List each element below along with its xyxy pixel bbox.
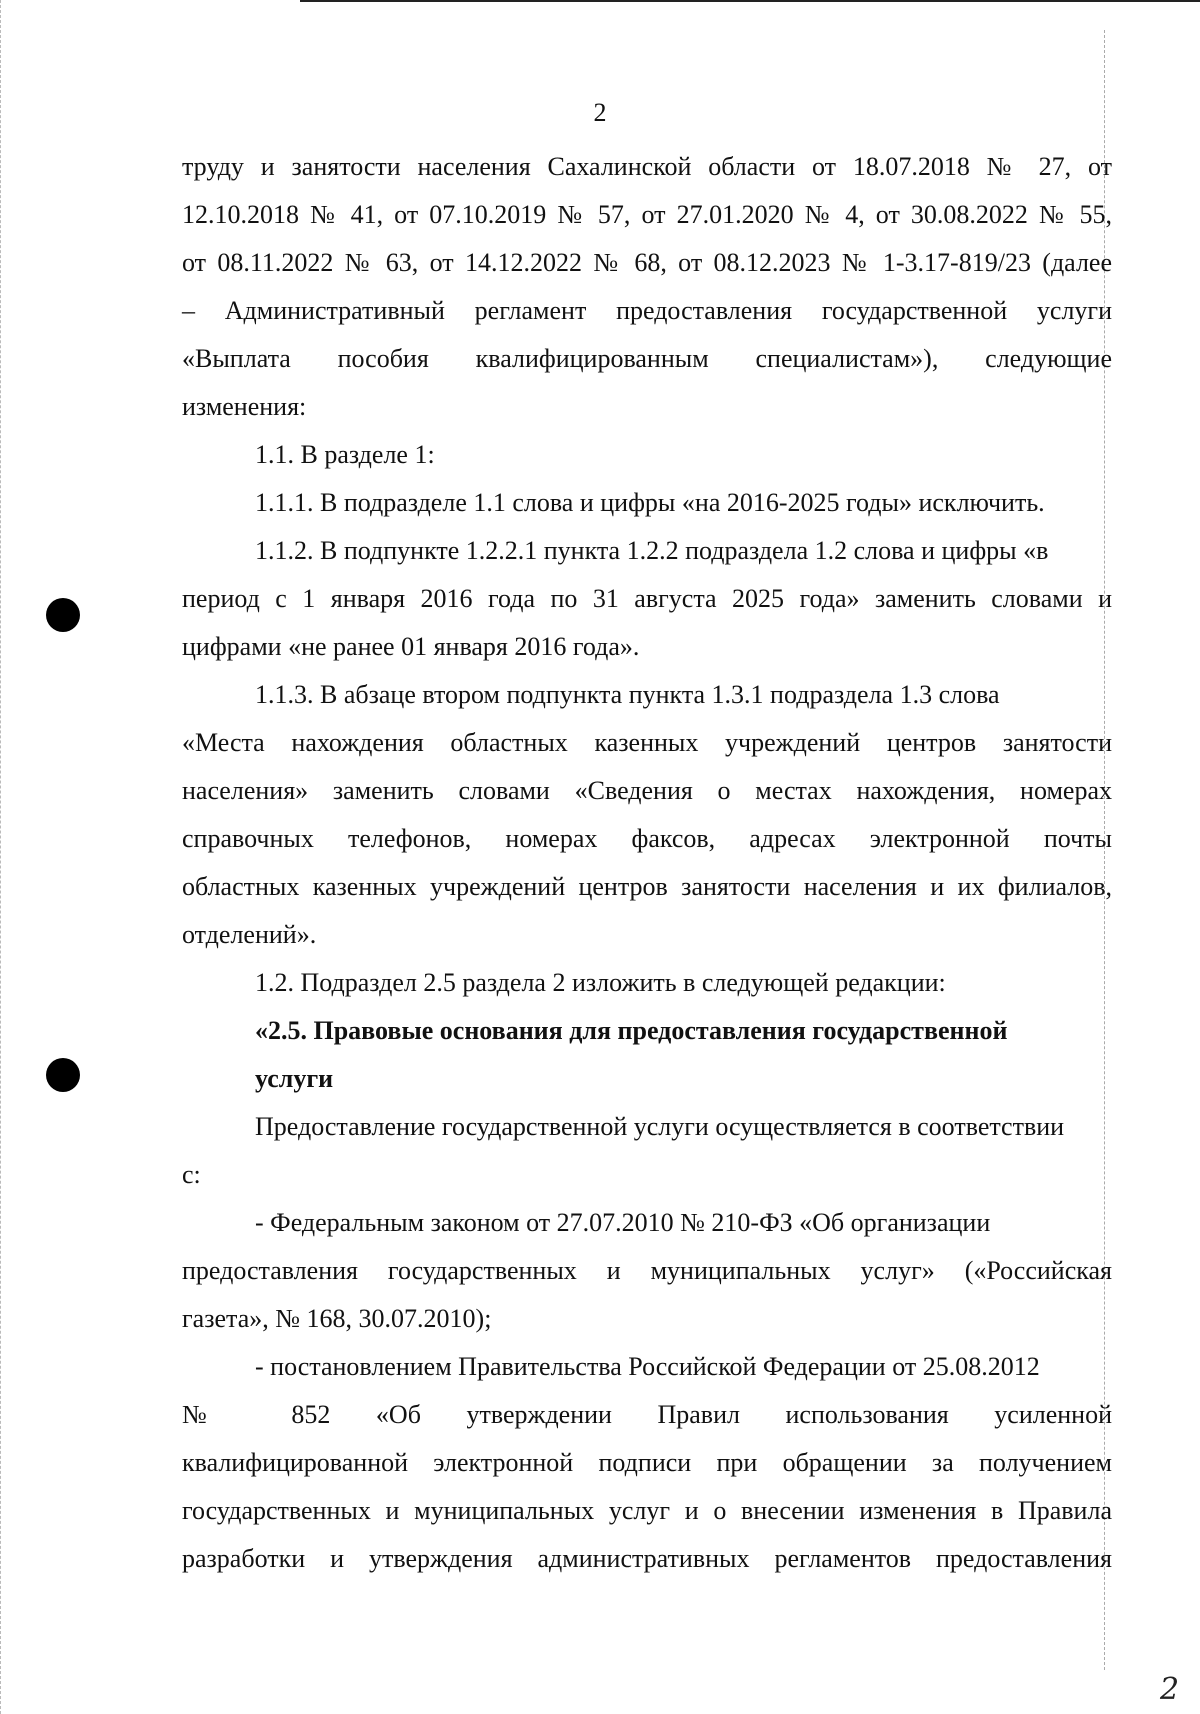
scan-left-edge [0, 0, 2, 1714]
text-line: с: [182, 1160, 201, 1189]
text-line: справочных телефонов, номерах факсов, адресах электронной почты [182, 824, 1112, 853]
text-line: труду и занятости населения Сахалинской области от 18.07.2018 № 27, от [182, 152, 1112, 181]
text-line: 1.1.1. В подразделе 1.1 слова и цифры «на 2016-2025 годы» исключить. [255, 488, 1045, 517]
text-line: областных казенных учреждений центров занятости населения и их филиалов, [182, 872, 1112, 901]
text-line: населения» заменить словами «Сведения о местах нахождения, номерах [182, 776, 1112, 805]
text-line: № 852 «Об утверждении Правил использования усиленной [182, 1400, 1112, 1429]
text-line: «Выплата пособия квалифицированным специалистам»), следующие [182, 344, 1112, 373]
text-line: период с 1 января 2016 года по 31 августа 2025 года» заменить словами и [182, 584, 1112, 613]
text-line: 1.1. В разделе 1: [255, 440, 435, 469]
section-heading-line: «2.5. Правовые основания для предоставления государственной [255, 1016, 1008, 1045]
text-line: 12.10.2018 № 41, от 07.10.2019 № 57, от 27.01.2020 № 4, от 30.08.2022 № 55, [182, 200, 1112, 229]
text-line: – Административный регламент предоставления государственной услуги [182, 296, 1112, 325]
text-line: от 08.11.2022 № 63, от 14.12.2022 № 68, от 08.12.2023 № 1-3.17-819/23 (далее [182, 248, 1112, 277]
page-number: 2 [593, 98, 607, 127]
text-line: предоставления государственных и муниципальных услуг» («Российская [182, 1256, 1112, 1285]
text-line: - постановлением Правительства Российской Федерации от 25.08.2012 [255, 1352, 1040, 1381]
text-line: квалифицированной электронной подписи при обращении за получением [182, 1448, 1112, 1477]
punch-hole-upper [46, 598, 80, 632]
punch-hole-lower [46, 1058, 80, 1092]
text-line: государственных и муниципальных услуг и о внесении изменения в Правила [182, 1496, 1112, 1525]
text-line: 1.2. Подраздел 2.5 раздела 2 изложить в следующей редакции: [255, 968, 946, 997]
text-line: - Федеральным законом от 27.07.2010 № 210-ФЗ «Об организации [255, 1208, 991, 1237]
text-line: разработки и утверждения административных регламентов предоставления [182, 1544, 1112, 1573]
scan-top-border [300, 0, 1200, 2]
text-line: изменения: [182, 392, 307, 421]
text-line: 1.1.2. В подпункте 1.2.2.1 пункта 1.2.2 подраздела 1.2 слова и цифры «в [255, 536, 1049, 565]
text-line: отделений». [182, 920, 317, 949]
text-line: цифрами «не ранее 01 января 2016 года». [182, 632, 640, 661]
section-heading-line: услуги [255, 1064, 334, 1093]
text-line: Предоставление государственной услуги осуществляется в соответствии [255, 1112, 1065, 1141]
text-line: «Места нахождения областных казенных учреждений центров занятости [182, 728, 1112, 757]
text-line: 1.1.3. В абзаце втором подпункта пункта 1.3.1 подраздела 1.3 слова [255, 680, 1000, 709]
text-line: газета», № 168, 30.07.2010); [182, 1304, 492, 1333]
handwritten-page-mark: 2 [1160, 1672, 1180, 1707]
